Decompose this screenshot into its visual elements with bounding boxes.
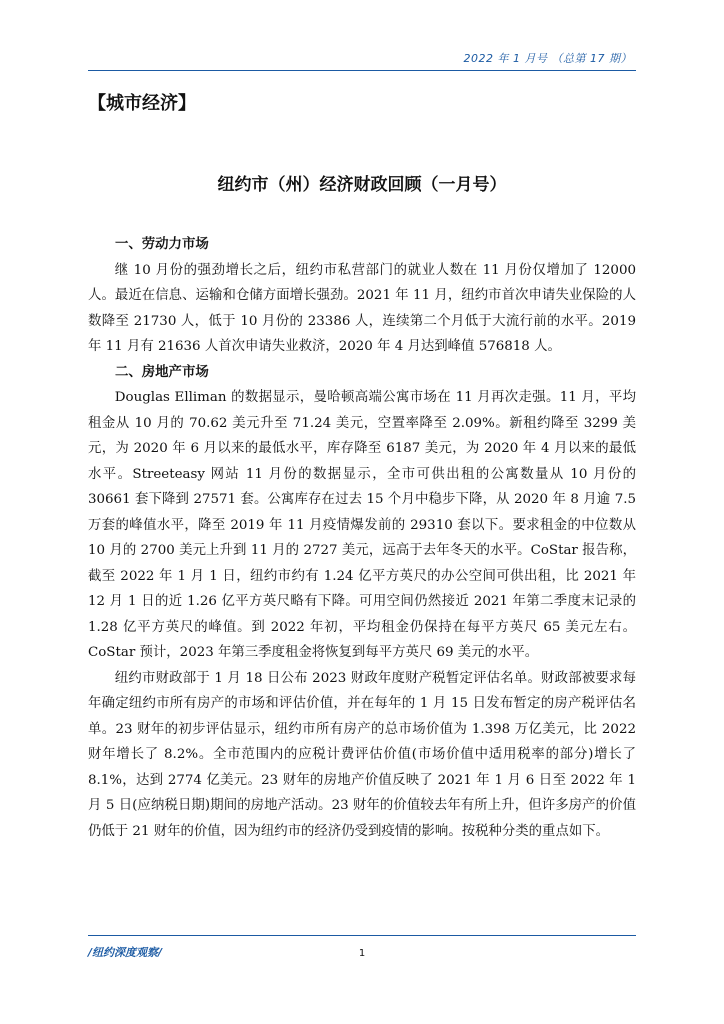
section-heading-real-estate: 二、房地产市场 [115,364,209,380]
paragraph-real-estate-2: 纽约市财政部于 1 月 18 日公布 2023 财政年度财产税暂定评估名单。财政部被要求每年确定纽约市所有房产的市场和评估价值，并在每年的 1 月 15 日发布暂定的房产税评估名单。23 财年的初步评估显示，纽约市所有房产的总市场价值为 1.398 万亿美元，比 2022 财年增长了 8.2%。全市范围内的应税计费评估价值(市场价值中适用税率的部分)增长了 8.1%，达到 2774 亿美元。23 财年的房地产价值反映了 2021 年 1 月 6 日至 2022 年 1 月 5 日(应纳税日期)期间的房地产活动。23 财年的价值较去年有所上升，但许多房产的价值仍低于 21 财年的价值，因为纽约市的经济仍受到疫情的影响。按税种分类的重点如下。 [88,670,636,839]
issue-header: 2022 年 1 月号 （总第 17 期） [463,52,632,65]
section-heading-labor: 一、劳动力市场 [115,237,209,252]
article-body [88,232,636,844]
footer-divider [88,935,636,936]
paragraph-real-estate-1: Douglas Elliman 的数据显示，曼哈顿高端公寓市场在 11 月再次走强。11 月，平均租金从 10 月的 70.62 美元升至 71.24 美元，空置率降至 2.09%。新租约降至 3299 美元，为 2020 年 6 月以来的最低水平，库存降至 6187 美元，为 2020 年 4 月以来的最低水平。Streeteasy 网站 11 月份的数据显示，全市可供出租的公寓数量从 10 月份的 30661 套下降到 27571 套。公寓库存在过去 15 个月中稳步下降，从 2020 年 8 月逾 7.5 万套的峰值水平，降至 2019 年 11 月疫情爆发前的 29310 套以下。要求租金的中位数从 10 月的 2700 美元上升到 11 月的 2727 美元，远高于去年冬天的水平。CoStar 报告称，截至 2022 年 1 月 1 日，纽约市约有 1.24 亿平方英尺的办公空间可供出租，比 2021 年 12 月 1 日的近 1.26 亿平方英尺略有下降。可用空间仍然接近 2021 年第二季度末记录的 1.28 亿平方英尺的峰值。到 2022 年初，平均租金仍保持在每平方英尺 65 美元左右。CoStar 预计，2023 年第三季度租金将恢复到每平方英尺 69 美元的水平。 [88,390,636,660]
section-tag: 【城市经济】 [88,93,196,114]
footer-publication: /纽约深度观察/ [88,946,163,959]
header-divider [88,70,636,71]
article-title: 纽约市（州）经济财政回顾（一月号） [217,175,507,195]
paragraph-labor: 继 10 月份的强劲增长之后，纽约市私营部门的就业人数在 11 月份仅增加了 12000 人。最近在信息、运输和仓储方面增长强劲。2021 年 11 月，纽约市首次申请失业保险的人数降至 21730 人，低于 10 月份的 23386 人，连续第二个月低于大流行前的水平。2019 年 11 月有 21636 人首次申请失业救济，2020 年 4 月达到峰值 576818 人。 [88,262,636,354]
page-number: 1 [358,948,366,959]
